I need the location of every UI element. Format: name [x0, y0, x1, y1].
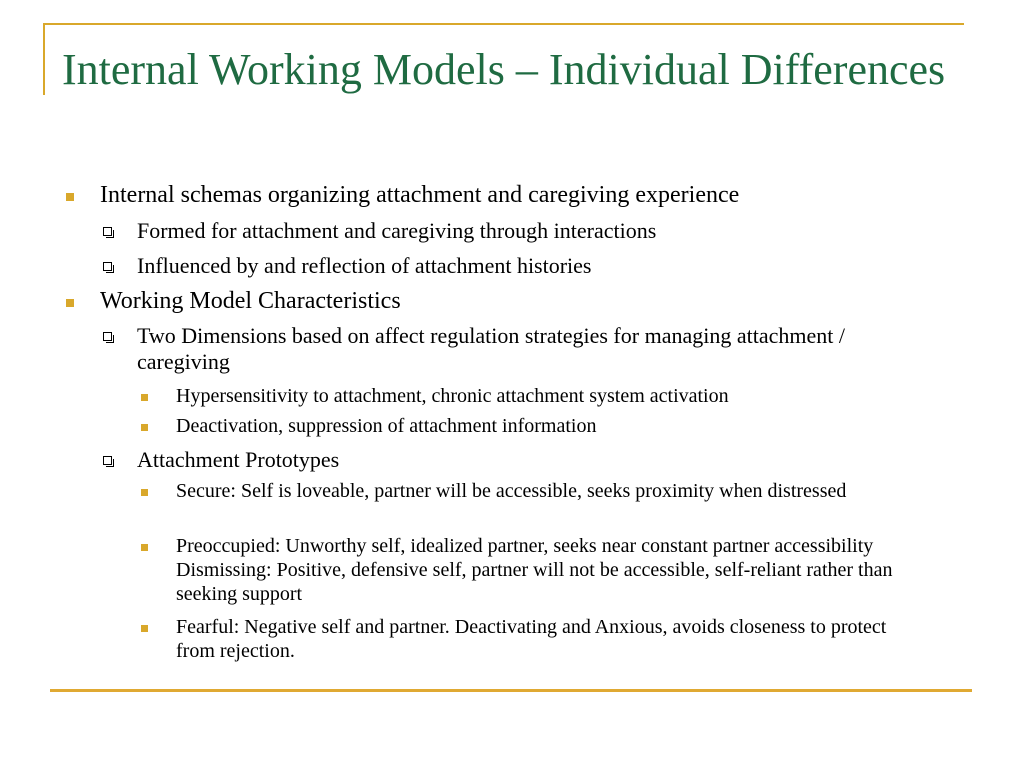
bullet-text: Two Dimensions based on affect regulation strategies for managing attachment / caregiving	[137, 323, 845, 374]
hollow-square-bullet-icon	[103, 262, 112, 271]
hollow-square-bullet-icon	[103, 456, 112, 465]
bullet-text: Hypersensitivity to attachment, chronic attachment system activation	[176, 385, 729, 407]
frame-left-rule	[43, 23, 45, 95]
bullet-text: Formed for attachment and caregiving through interactions	[137, 218, 657, 243]
frame-top-rule	[44, 23, 964, 25]
hollow-square-bullet-icon	[103, 332, 112, 341]
frame-bottom-rule	[50, 689, 972, 692]
bullet-text: Attachment Prototypes	[137, 447, 340, 472]
slide-title: Internal Working Models – Individual Differences	[62, 45, 946, 94]
square-bullet-icon	[141, 544, 148, 551]
square-bullet-icon	[141, 489, 148, 496]
bullet-text: Preoccupied: Unworthy self, idealized partner, seeks near constant partner accessibility Dismissing: Positive, defensive self, partner will not be accessible, self-reliant rather than seeking support	[176, 535, 893, 605]
square-bullet-icon	[66, 299, 74, 307]
bullet-text: Working Model Characteristics	[100, 288, 401, 314]
square-bullet-icon	[141, 625, 148, 632]
hollow-square-bullet-icon	[103, 227, 112, 236]
bullet-text: Secure: Self is loveable, partner will be accessible, seeks proximity when distressed	[176, 480, 847, 502]
bullet-text: Fearful: Negative self and partner. Deactivating and Anxious, avoids closeness to protect from rejection.	[176, 616, 887, 662]
square-bullet-icon	[66, 193, 74, 201]
square-bullet-icon	[141, 424, 148, 431]
square-bullet-icon	[141, 394, 148, 401]
bullet-text: Internal schemas organizing attachment and caregiving experience	[100, 182, 740, 208]
bullet-text: Deactivation, suppression of attachment information	[176, 415, 597, 437]
bullet-text: Influenced by and reflection of attachment histories	[137, 253, 592, 278]
